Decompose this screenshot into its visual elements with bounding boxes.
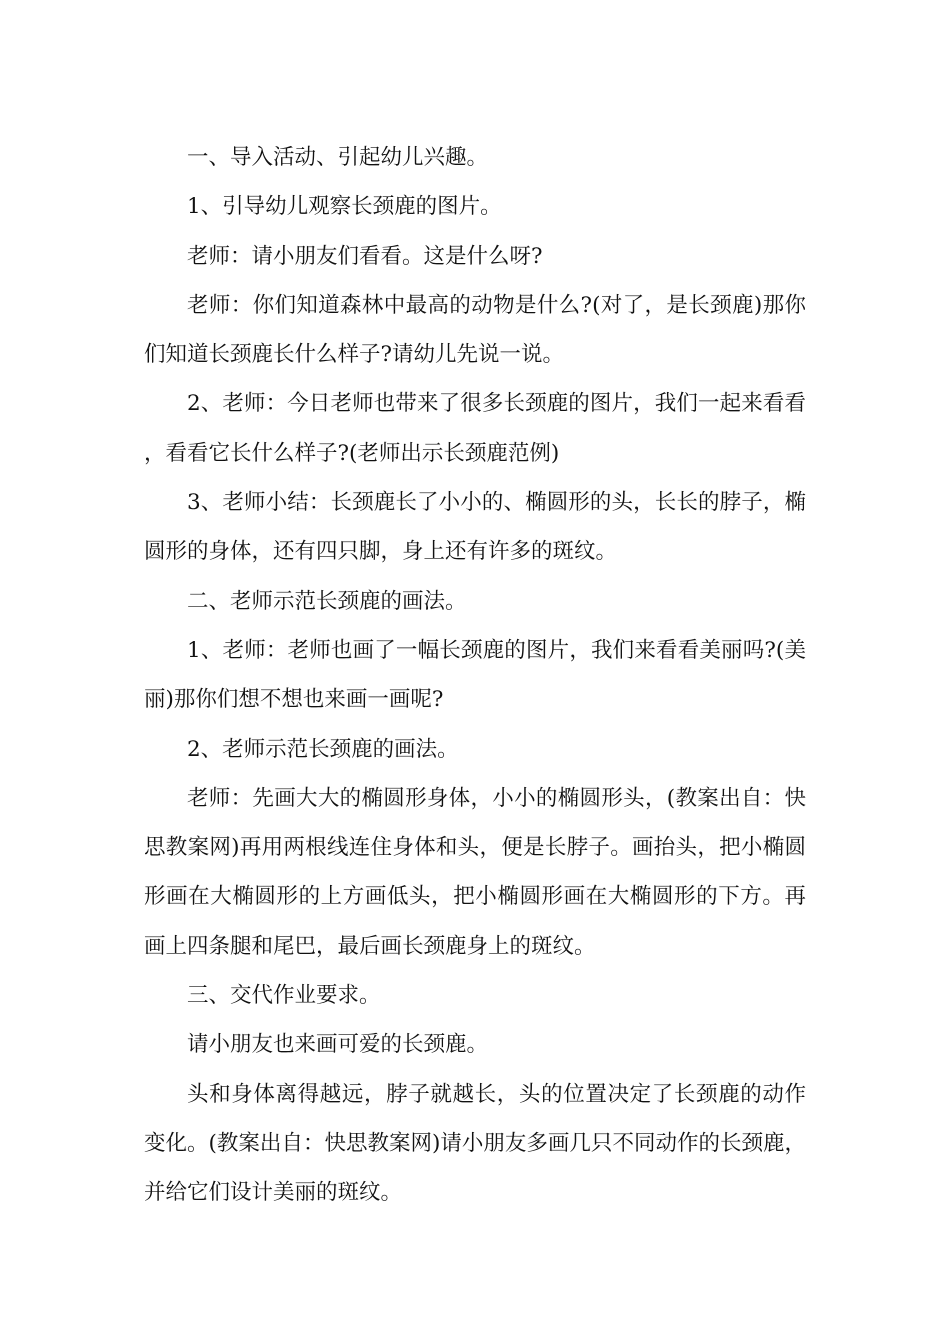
section-heading-demo: 二、老师示范长颈鹿的画法。 [187,588,467,614]
step-paragraph: 2、老师示范长颈鹿的画法。 [187,736,459,762]
step-paragraph: 1、引导幼儿观察长颈鹿的图片。 [187,194,502,220]
body-paragraph: 头和身体离得越远，脖子就越长，头的位置决定了长颈鹿的动作变化。(教案出自：快思教案网)请小朋友多画几只不同动作的长颈鹿，并给它们设计美丽的斑纹。 [144,1081,806,1206]
step-paragraph: 1、老师：老师也画了一幅长颈鹿的图片，我们来看看美丽吗?(美丽)那你们想不想也来画一画呢? [144,637,806,713]
teacher-dialogue: 老师：请小朋友们看看。这是什么呀? [187,243,543,269]
section-heading-intro: 一、导入活动、引起幼儿兴趣。 [187,145,489,170]
body-paragraph: 请小朋友也来画可爱的长颈鹿。 [187,1032,489,1058]
teacher-dialogue: 老师：你们知道森林中最高的动物是什么?(对了，是长颈鹿)那你们知道长颈鹿长什么样子?请幼儿先说一说。 [144,292,806,368]
step-paragraph: 3、老师小结：长颈鹿长了小小的、椭圆形的头，长长的脖子，椭圆形的身体，还有四只脚，身上还有许多的斑纹。 [144,490,806,565]
document-body [144,133,806,1218]
section-heading-assignment: 三、交代作业要求。 [187,983,381,1009]
teacher-dialogue: 老师：先画大大的椭圆形身体，小小的椭圆形头，(教案出自：快思教案网)再用两根线连住身体和头，便是长脖子。画抬头，把小椭圆形画在大椭圆形的上方画低头，把小椭圆形画在大椭圆形的下方。再画上四条腿和尾巴，最后画长颈鹿身上的斑纹。 [144,785,806,959]
step-paragraph: 2、老师：今日老师也带来了很多长颈鹿的图片，我们一起来看看，看看它长什么样子?(老师出示长颈鹿范例) [144,391,806,466]
